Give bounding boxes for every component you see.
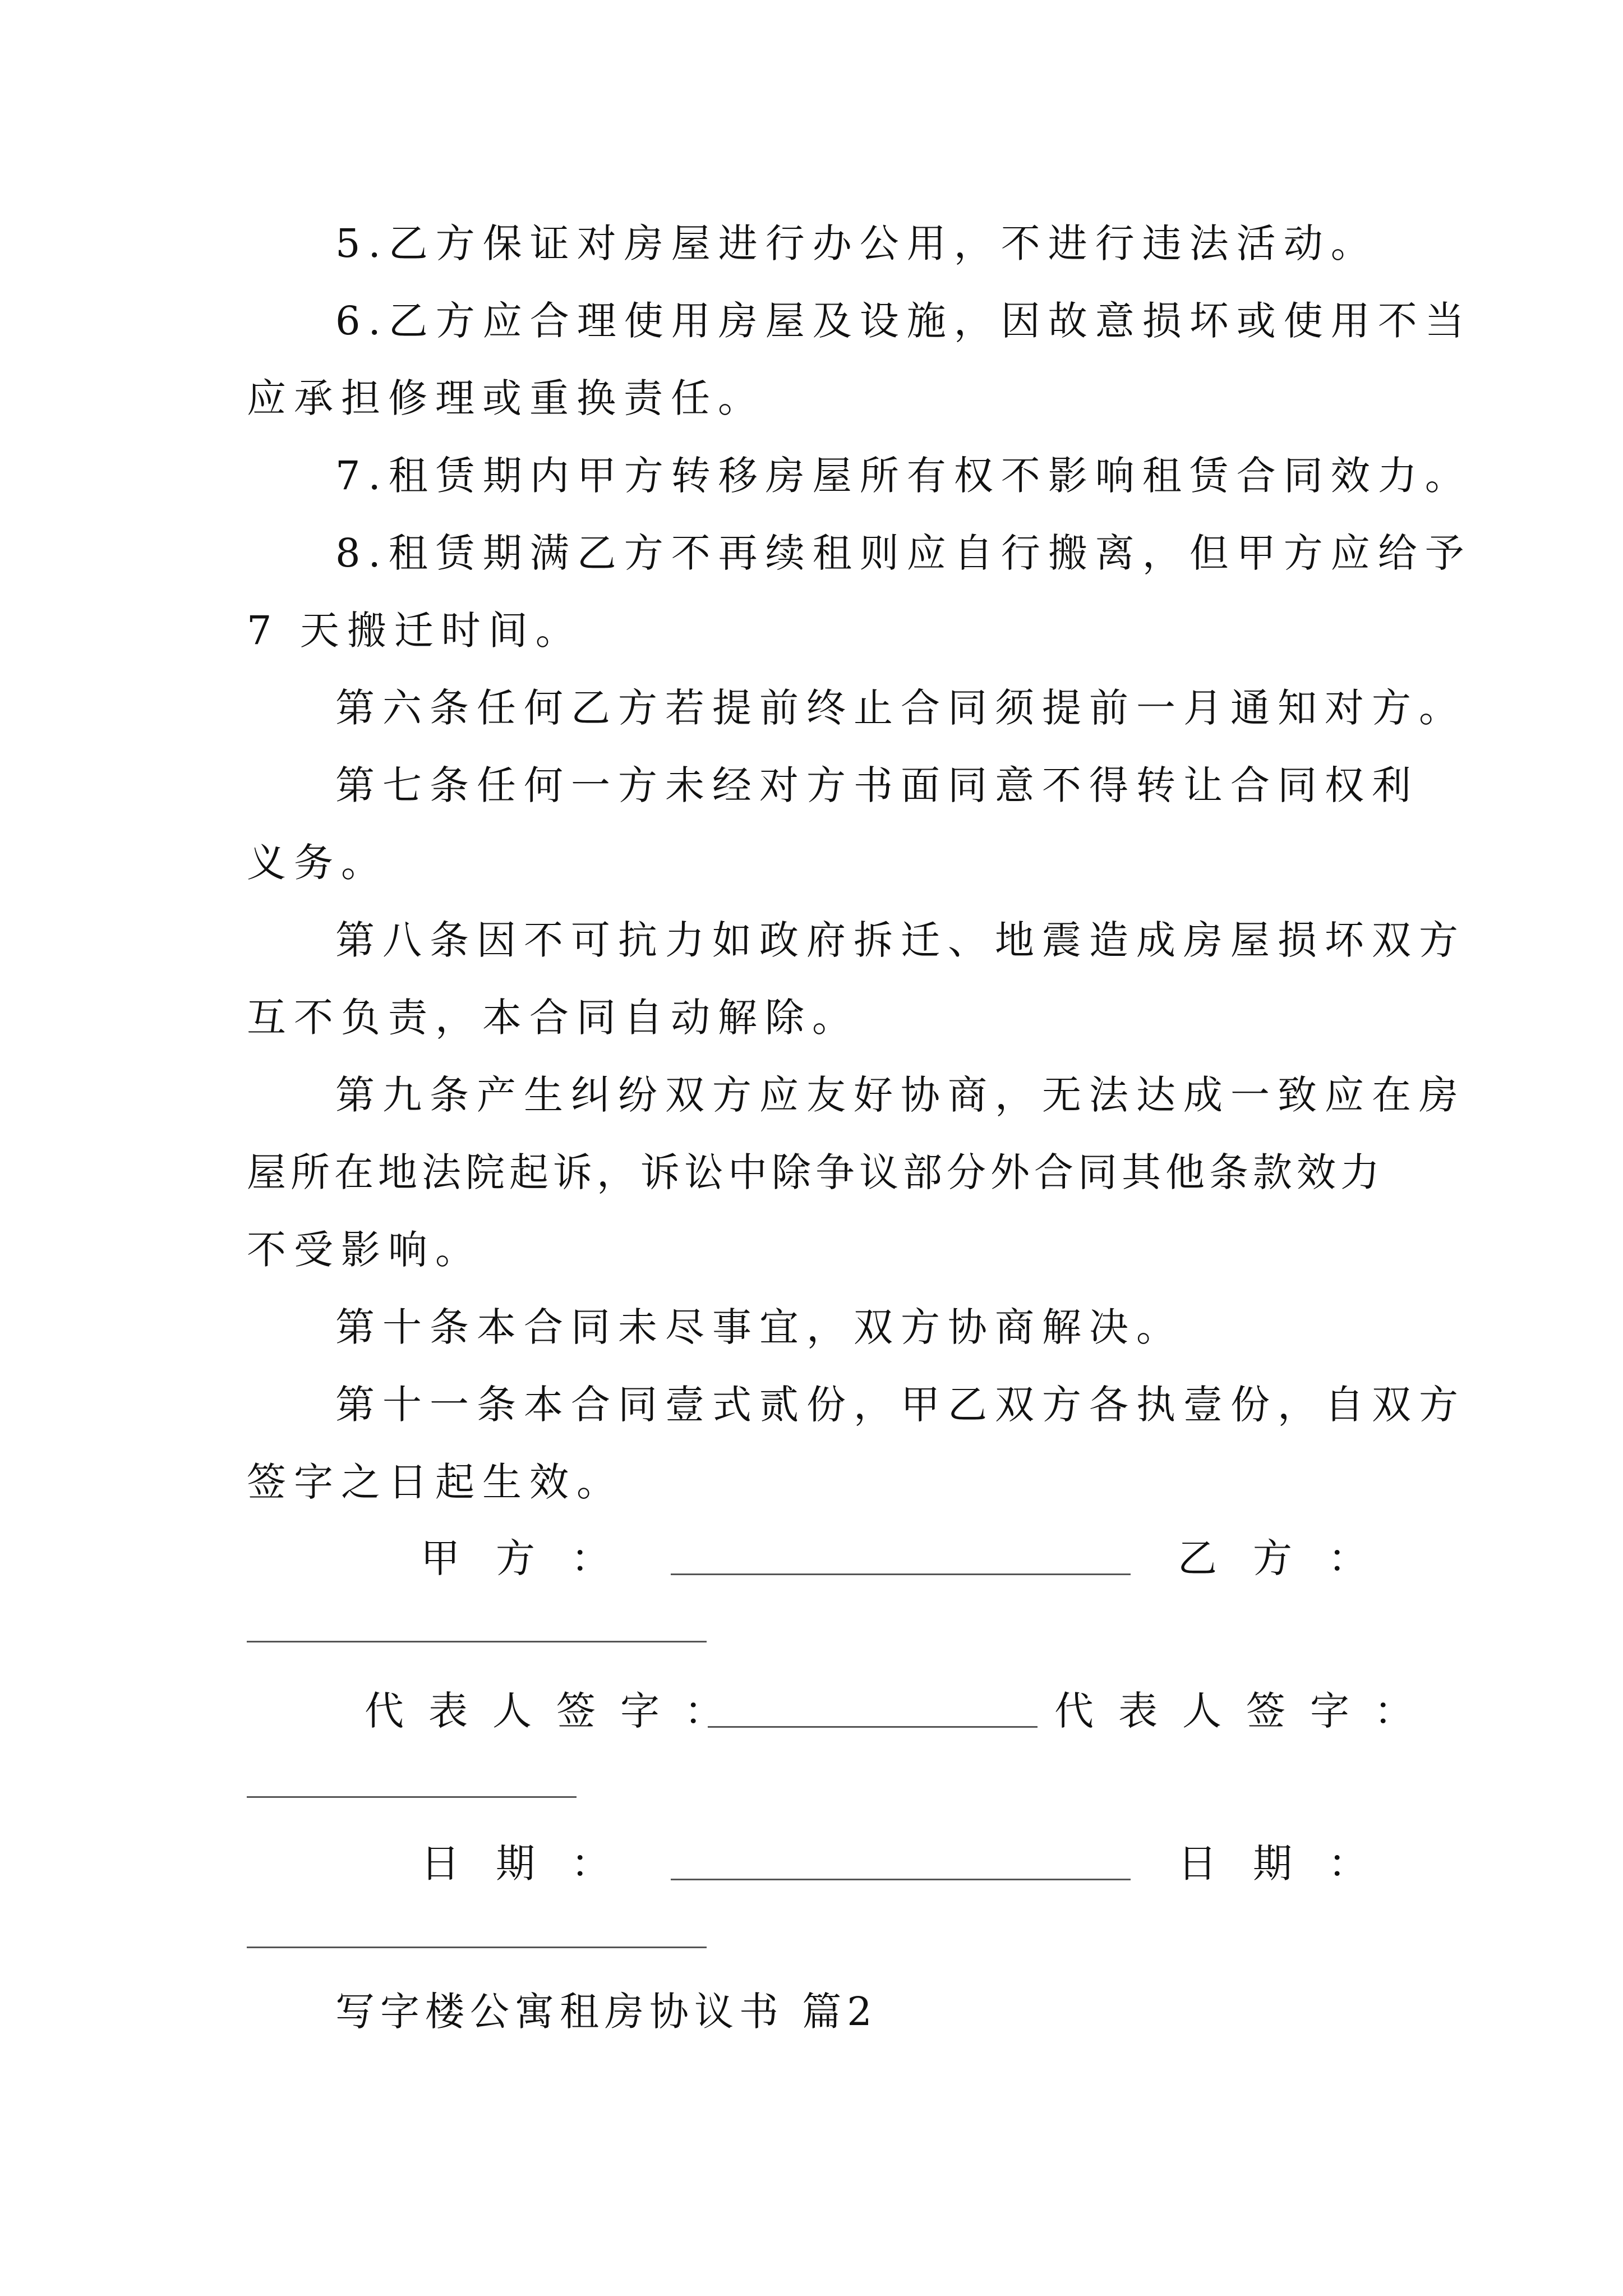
date-b-line xyxy=(247,1947,707,1948)
article-9-line-1: 第九条产生纠纷双方应友好协商，无法达成一致应在房 xyxy=(335,1072,1466,1118)
article-9-line-3: 不受影响。 xyxy=(247,1227,482,1273)
article-10-line-1: 第十条本合同未尽事宜，双方协商解决。 xyxy=(335,1304,1183,1350)
date-a-line xyxy=(671,1879,1131,1880)
article-8-line-1: 第八条因不可抗力如政府拆迁、地震造成房屋损坏双方 xyxy=(335,917,1466,963)
clause-7-line-1: 7.租赁期内甲方转移房屋所有权不影响租赁合同效力。 xyxy=(335,453,1472,499)
article-6-line-1: 第六条任何乙方若提前终止合同须提前一月通知对方。 xyxy=(335,685,1466,731)
clause-6-line-2: 应承担修理或重换责任。 xyxy=(247,375,765,421)
date-a-label: 日期： xyxy=(421,1841,646,1887)
clause-8-line-2: 7 天搬迁时间。 xyxy=(247,608,583,654)
party-a-label: 甲方： xyxy=(421,1535,646,1581)
clause-6-line-1: 6.乙方应合理使用房屋及设施，因故意损坏或使用不当 xyxy=(335,298,1472,344)
article-11-line-1: 第十一条本合同壹式贰份，甲乙双方各执壹份，自双方 xyxy=(335,1382,1466,1428)
article-11-line-2: 签字之日起生效。 xyxy=(247,1459,624,1505)
date-b-label: 日期： xyxy=(1178,1841,1403,1887)
rep-b-signature-line xyxy=(247,1796,577,1798)
rep-b-label: 代表人签字： xyxy=(1054,1688,1438,1734)
article-7-line-2: 义务。 xyxy=(247,840,388,886)
article-8-line-2: 互不负责，本合同自动解除。 xyxy=(247,995,859,1041)
party-a-signature-line xyxy=(671,1573,1131,1575)
rep-a-label: 代表人签字： xyxy=(365,1688,748,1734)
party-b-label: 乙方： xyxy=(1178,1535,1403,1581)
next-section-heading: 写字楼公寓租房协议书 篇2 xyxy=(335,1989,878,2035)
article-9-line-2: 屋所在地法院起诉，诉讼中除争议部分外合同其他条款效力 xyxy=(247,1149,1384,1195)
party-b-signature-line xyxy=(247,1641,707,1642)
clause-8-line-1: 8.租赁期满乙方不再续租则应自行搬离，但甲方应给予 xyxy=(335,530,1472,576)
rep-a-signature-line xyxy=(708,1726,1038,1728)
clause-5-line-1: 5.乙方保证对房屋进行办公用，不进行违法活动。 xyxy=(335,220,1378,266)
article-7-line-1: 第七条任何一方未经对方书面同意不得转让合同权利 xyxy=(335,762,1419,808)
